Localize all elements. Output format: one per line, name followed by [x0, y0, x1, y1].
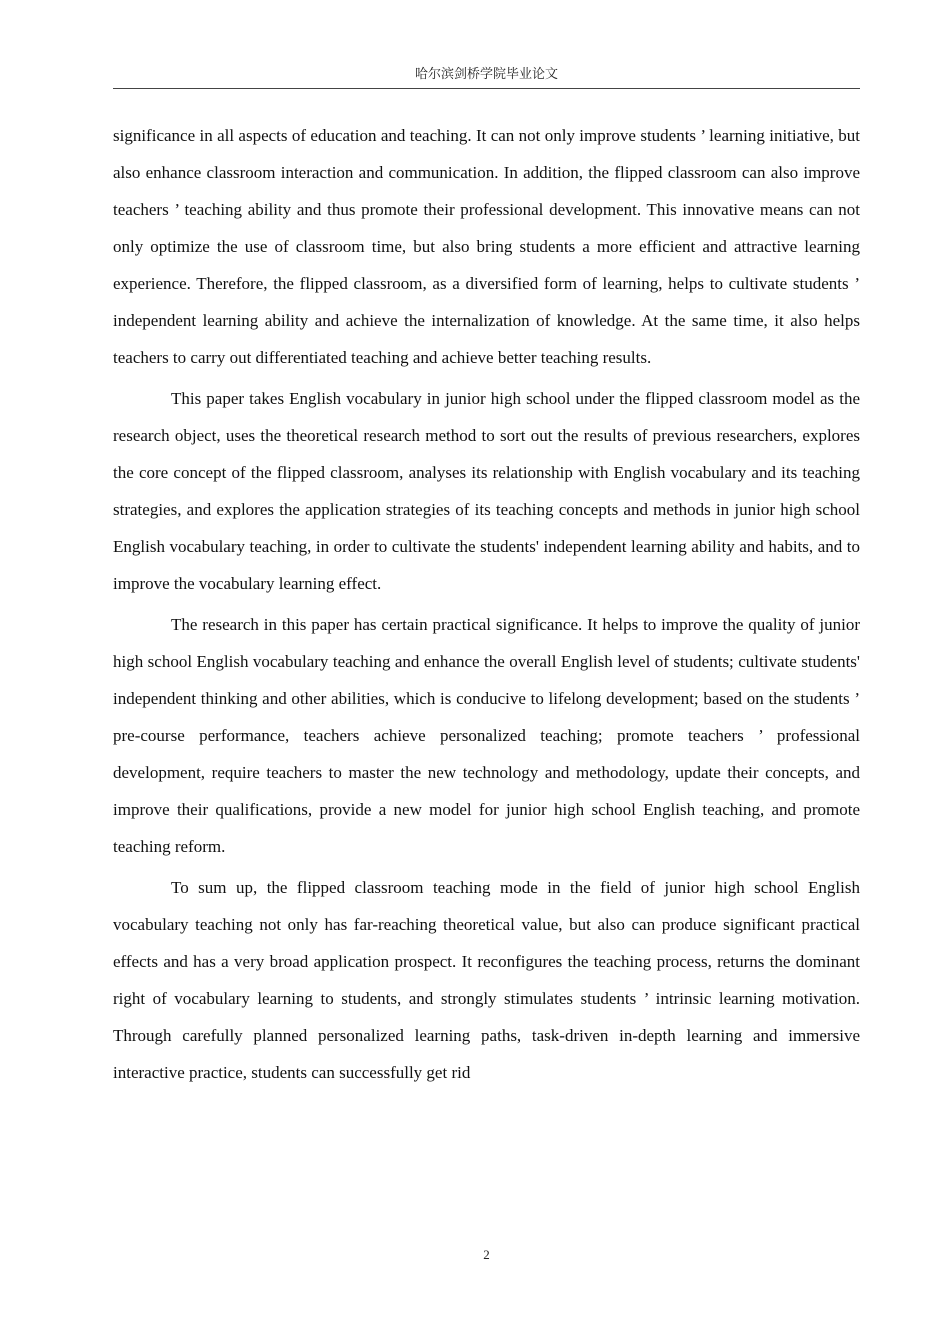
paragraph: This paper takes English vocabulary in junior high school under the flipped classroom model as the research object, uses the theoretical research method to sort out the results of previous researchers, explores the core concept of the flipped classroom, analyses its relationship with English vocabulary and its teaching strategies, and explores the application strategies of its teaching concepts and methods in junior high school English vocabulary teaching, in order to cultivate the students' independent learning ability and habits, and to improve the vocabulary learning effect. [113, 389, 860, 593]
header-rule [113, 88, 860, 89]
paragraph: To sum up, the flipped classroom teaching mode in the field of junior high school English vocabulary teaching not only has far-reaching theoretical value, but also can produce significant practical effects and has a very broad application prospect. It reconfigures the teaching process, returns the dominant right of vocabulary learning to students, and strongly stimulates students ’ intrinsic learning motivation. Through carefully planned personalized learning paths, task-driven in-depth learning and immersive interactive practice, students can successfully get rid [113, 878, 860, 1082]
page-number: 2 [483, 1247, 490, 1262]
body-text [113, 117, 860, 1095]
page-header: 哈尔滨剑桥学院毕业论文 [414, 67, 558, 82]
paragraph: significance in all aspects of education and teaching. It can not only improve students ’ learning initiative, but also enhance classroom interaction and communication. In addition, the flipped classroom can also improve teachers ’ teaching ability and thus promote their professional development. This innovative means can not only optimize the use of classroom time, but also bring students a more efficient and attractive learning experience. Therefore, the flipped classroom, as a diversified form of learning, helps to cultivate students ’ independent learning ability and achieve the internalization of knowledge. At the same time, it also helps teachers to carry out differentiated teaching and achieve better teaching results. [113, 126, 860, 367]
paragraph: The research in this paper has certain practical significance. It helps to improve the quality of junior high school English vocabulary teaching and enhance the overall English level of students; cultivate students' independent thinking and other abilities, which is conducive to lifelong development; based on the students ’ pre-course performance, teachers achieve personalized teaching; promote teachers ’ professional development, require teachers to master the new technology and methodology, update their concepts, and improve their qualifications, provide a new model for junior high school English teaching, and promote teaching reform. [113, 615, 860, 856]
